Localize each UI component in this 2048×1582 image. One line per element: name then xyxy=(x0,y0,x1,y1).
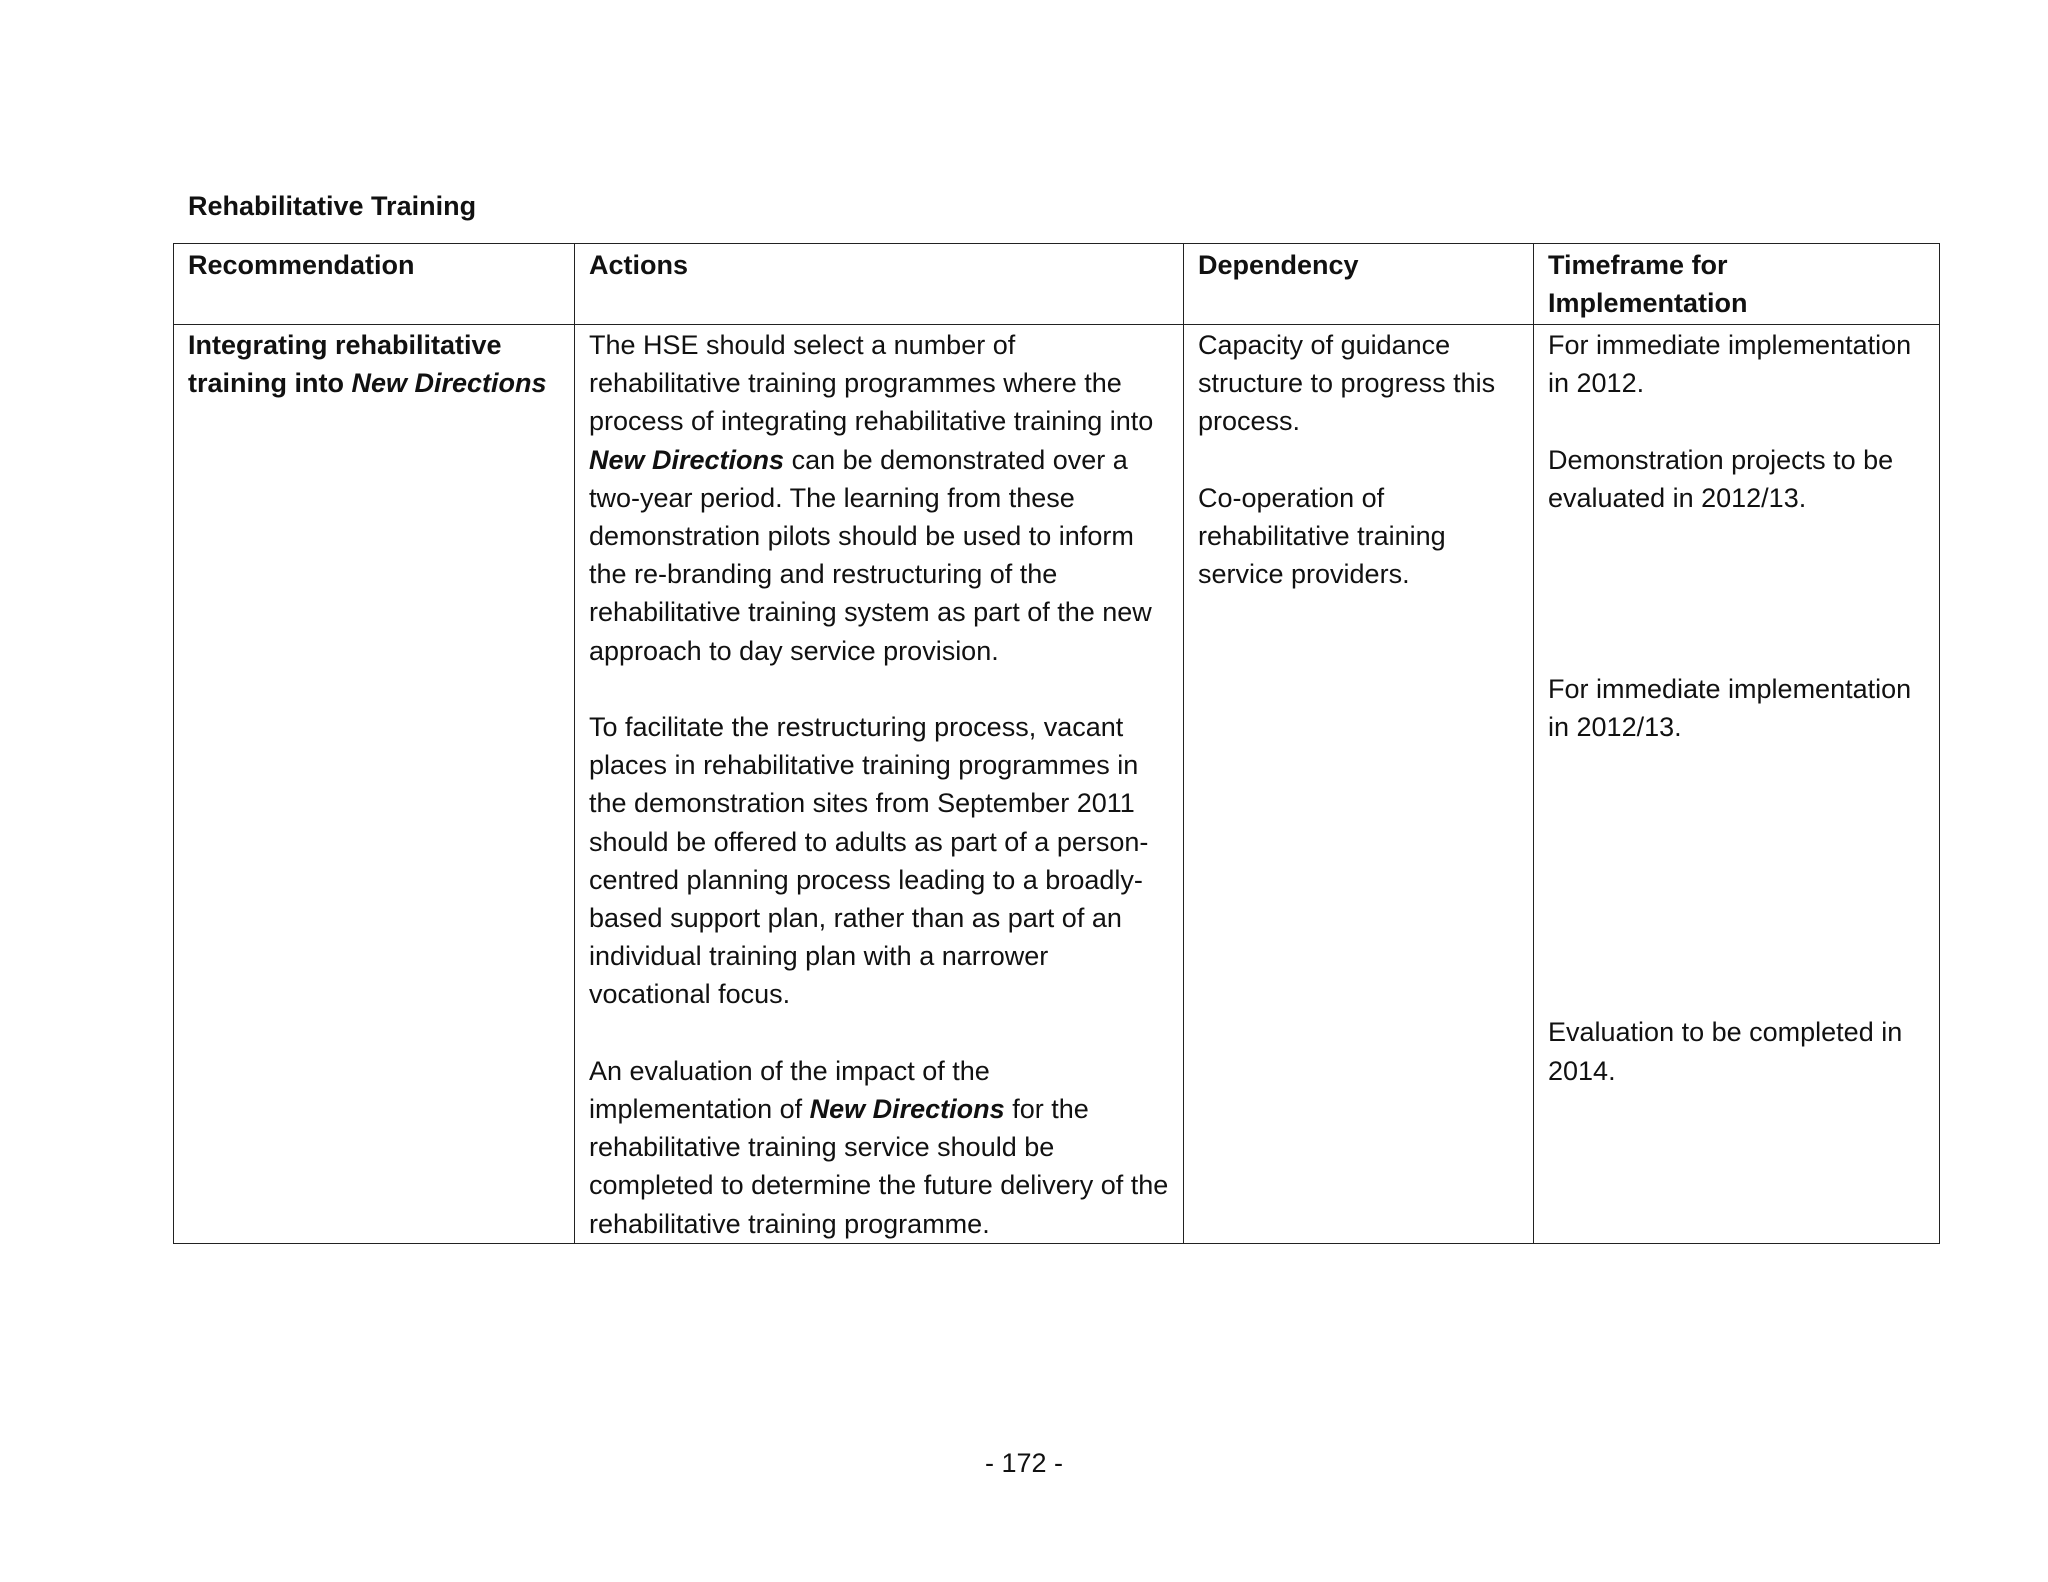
actions-cell xyxy=(575,325,1184,1244)
paragraph-spacer xyxy=(1548,975,1927,1013)
action-paragraph-2: To facilitate the restructuring process, vacant places in rehabilitative training programmes in the demonstration sites from September 2011 should be offered to adults as part of a person-centred planning process leading to a broadly-based support plan, rather than as part of an individual training plan with a narrower vocational focus. xyxy=(589,712,1149,1010)
paragraph-spacer xyxy=(1548,746,1927,784)
timeframe-cell xyxy=(1534,325,1940,1244)
header-timeframe-label: Timeframe for Implementation xyxy=(1548,250,1748,319)
table-row xyxy=(174,325,1940,1244)
timeframe-item-1: For immediate implementation in 2012. xyxy=(1548,330,1912,399)
paragraph-spacer xyxy=(1548,632,1927,670)
header-actions: Actions xyxy=(575,244,1184,325)
paragraph-spacer xyxy=(589,670,1171,708)
recommendation-text xyxy=(188,326,568,402)
paragraph-spacer xyxy=(589,1014,1171,1052)
paragraph-spacer xyxy=(1548,593,1927,631)
dependency-item-2: Co-operation of rehabilitative training service providers. xyxy=(1198,482,1446,590)
recommendation-prefix: Integrating rehabilitative training into xyxy=(188,330,502,399)
paragraph-spacer xyxy=(1548,517,1927,555)
paragraph-spacer xyxy=(1548,823,1927,861)
action-paragraph-1 xyxy=(589,326,1171,670)
paragraph-spacer xyxy=(1548,937,1927,975)
recommendation-emphasis: New Directions xyxy=(351,368,547,399)
timeframe-item-3: For immediate implementation in 2012/13. xyxy=(1548,673,1912,742)
action-3-emphasis: New Directions xyxy=(809,1094,1005,1125)
dependency-cell xyxy=(1184,325,1534,1244)
timeframe-item-4: Evaluation to be completed in 2014. xyxy=(1548,1017,1903,1086)
header-timeframe xyxy=(1534,244,1940,325)
header-dependency: Dependency xyxy=(1184,244,1534,325)
action-1-emphasis: New Directions xyxy=(589,444,785,475)
action-paragraph-3 xyxy=(589,1052,1171,1243)
table-header-row xyxy=(174,244,1940,325)
action-3-after: for the rehabilitative training service should be completed to determine the future delivery of the rehabilitative training programme. xyxy=(589,1094,1169,1239)
paragraph-spacer xyxy=(1548,555,1927,593)
dependency-item-1: Capacity of guidance structure to progress this process. xyxy=(1198,330,1496,437)
paragraph-spacer xyxy=(1198,441,1521,479)
section-title: Rehabilitative Training xyxy=(188,191,477,221)
page-number: - 172 - xyxy=(984,1448,1064,1478)
recommendation-cell xyxy=(174,325,575,1244)
action-3-before: An evaluation of the impact of the implementation of xyxy=(589,1055,990,1125)
paragraph-spacer xyxy=(1548,402,1927,440)
timeframe-item-2: Demonstration projects to be evaluated in 2012/13. xyxy=(1548,444,1894,513)
paragraph-spacer xyxy=(1548,861,1927,899)
header-recommendation: Recommendation xyxy=(174,244,575,325)
action-1-after: can be demonstrated over a two-year period. The learning from these demonstration pilots should be used to inform the re-branding and restructuring of the rehabilitative training system as part of the new approach to day service provision. xyxy=(589,444,1152,666)
recommendations-table xyxy=(173,243,1940,1244)
paragraph-spacer xyxy=(1548,899,1927,937)
action-1-before: The HSE should select a number of rehabilitative training programmes where the process of integrating rehabilitative training into xyxy=(589,330,1154,437)
paragraph-spacer xyxy=(1548,784,1927,822)
